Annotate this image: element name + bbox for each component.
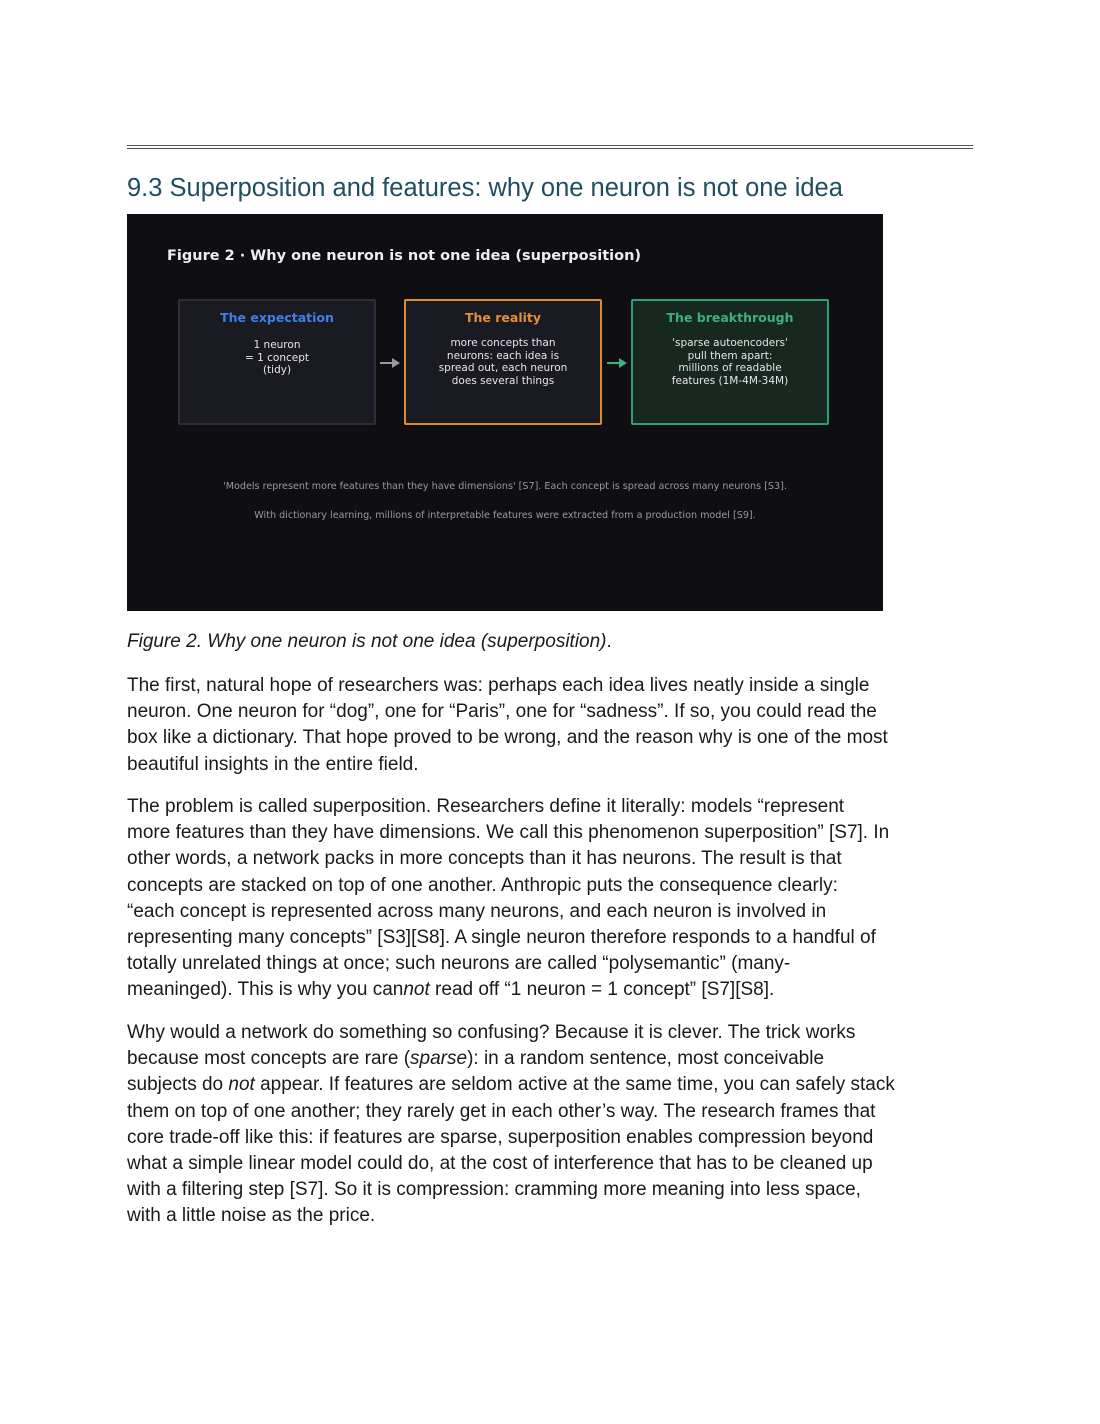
paragraph-line: representing many concepts” [S3][S8]. A single neuron therefore responds to a handful of (127, 927, 876, 949)
text-run: appear. If features are seldom active at the same time, you can safely stack (254, 1074, 895, 1096)
caption-text: Figure 2. Why one neuron is not one idea (superposition) (127, 631, 607, 652)
expectation-line: (tidy) (262, 364, 292, 377)
breakthrough-line: pull them apart: (687, 349, 773, 362)
text-run: ): in a random sentence, most conceivable (467, 1048, 825, 1070)
text-run: meaninged). This is why you can (127, 979, 404, 1001)
reality-box (404, 299, 602, 425)
reality-line: spread out, each neuron (438, 362, 568, 375)
expectation-line: 1 neuron (253, 339, 301, 351)
paragraph-line: The first, natural hope of researchers was: perhaps each idea lives neatly inside a single (127, 675, 870, 696)
paragraph (127, 673, 977, 778)
breakthrough-line: 'sparse autoencoders' (672, 337, 788, 349)
paragraph-line: more features than they have dimensions. We call this phenomenon superposition” [S7]. In (127, 822, 890, 844)
paragraph (127, 1020, 977, 1230)
expectation-box (178, 299, 376, 425)
emphasis: sparse (410, 1048, 468, 1070)
paragraph-line: what a simple linear model could do, at the cost of interference that has to be cleaned up (127, 1153, 873, 1175)
paragraph-line: neuron. One neuron for “dog”, one for “Paris”, one for “sadness”. If so, you could read the (127, 701, 877, 723)
reality-line: neurons: each idea is (446, 349, 560, 362)
caption-period: . (606, 631, 612, 652)
figure-caption (127, 631, 612, 653)
breakthrough-text (633, 337, 827, 387)
reality-line: more concepts than (450, 337, 556, 349)
paragraph-line (127, 977, 977, 1003)
emphasis: not (403, 979, 430, 1001)
text-run: because most concepts are rare ( (127, 1048, 411, 1070)
paragraph-line: The problem is called superposition. Researchers define it literally: models “represent (127, 796, 845, 817)
paragraph-line: concepts are stacked on top of one another. Anthropic puts the consequence clearly: (127, 874, 838, 896)
figure-note: With dictionary learning, millions of interpretable features were extracted from a production model [S9]. (254, 510, 756, 521)
arrow-right-icon (606, 356, 628, 370)
paragraph-line: them on top of one another; they rarely get in each other’s way. The research frames that (127, 1100, 876, 1122)
section-heading: 9.3 Superposition and features: why one neuron is not one idea (127, 174, 843, 202)
breakthrough-title: The breakthrough (666, 310, 794, 325)
reality-line: does several things (451, 374, 555, 387)
breakthrough-line: millions of readable (678, 362, 782, 375)
reality-title: The reality (464, 310, 542, 325)
figure-title: Figure 2 · Why one neuron is not one idea (superposition) (167, 248, 642, 264)
expectation-text (180, 339, 374, 377)
paragraph-line: box like a dictionary. That hope proved to be wrong, and the reason why is one of the most (127, 727, 888, 749)
arrow-right-icon (379, 356, 401, 370)
expectation-title: The expectation (220, 310, 334, 325)
paragraph-line (127, 1046, 977, 1072)
paragraph-line: with a little noise as the price. (127, 1205, 376, 1227)
emphasis: not (228, 1074, 255, 1096)
paragraph-line: totally unrelated things at once; such neurons are called “polysemantic” (many- (127, 953, 791, 975)
figure-note: 'Models represent more features than they have dimensions' [S7]. Each concept is spread across many neurons [S3]. (223, 481, 787, 492)
horizontal-rule (127, 145, 973, 149)
breakthrough-box (631, 299, 829, 425)
paragraph-line: Why would a network do something so confusing? Because it is clever. The trick works (127, 1022, 856, 1043)
text-run: read off “1 neuron = 1 concept” [S7][S8]. (429, 979, 775, 1001)
paragraph-line (127, 1072, 977, 1098)
paragraph-line: with a filtering step [S7]. So it is compression: cramming more meaning into less space, (127, 1179, 861, 1201)
paragraph-line: core trade-off like this: if features are sparse, superposition enables compression beyond (127, 1126, 874, 1148)
breakthrough-line: features (1M-4M-34M) (671, 374, 789, 387)
figure-2 (127, 214, 883, 611)
paragraph-line: other words, a network packs in more concepts than it has neurons. The result is that (127, 848, 842, 870)
paragraph (127, 794, 977, 1004)
text-run: subjects do (127, 1074, 229, 1096)
paragraph-line: “each concept is represented across many neurons, and each neuron is involved in (127, 900, 827, 922)
expectation-line: = 1 concept (244, 351, 310, 364)
paragraph-line: beautiful insights in the entire field. (127, 753, 419, 775)
reality-text (406, 337, 600, 387)
